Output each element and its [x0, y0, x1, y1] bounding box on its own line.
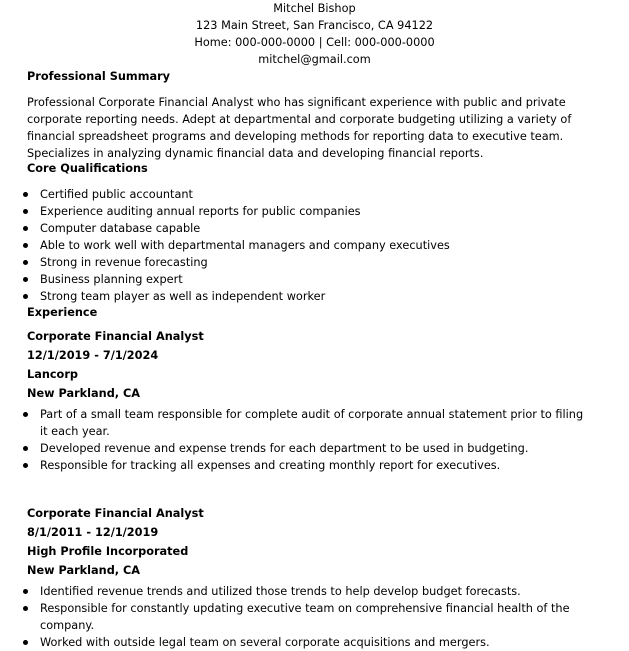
resume-email: mitchel@gmail.com: [258, 53, 371, 66]
resume-address: 123 Main Street, San Francisco, CA 94122: [195, 19, 434, 32]
job-location: New Parkland, CA: [27, 387, 141, 400]
qualification-item: Certified public accountant: [0, 186, 592, 203]
job-location: New Parkland, CA: [27, 564, 141, 577]
job-bullet: Responsible for constantly updating executive team on comprehensive financial health of the company.: [0, 600, 592, 634]
experience-heading: Experience: [27, 306, 98, 319]
job-bullet: Developed revenue and expense trends for each department to be used in budgeting.: [0, 440, 592, 457]
job-bullet: Part of a small team responsible for complete audit of corporate annual statement prior to filing it each year.: [0, 406, 592, 440]
qualification-item: Business planning expert: [0, 271, 592, 288]
job-title: Corporate Financial Analyst: [27, 330, 204, 343]
resume-name: Mitchel Bishop: [273, 2, 356, 15]
qualification-item: Able to work well with departmental managers and company executives: [0, 237, 592, 254]
qualification-item: Strong team player as well as independent worker: [0, 288, 592, 305]
job-dates: 8/1/2011 - 12/1/2019: [27, 526, 159, 539]
resume-phones: Home: 000-000-0000 | Cell: 000-000-0000: [194, 36, 435, 49]
qualification-item: Strong in revenue forecasting: [0, 254, 592, 271]
job-company: High Profile Incorporated: [27, 545, 189, 558]
job-company: Lancorp: [27, 368, 78, 381]
job-bullet: Worked with outside legal team on several corporate acquisitions and mergers.: [0, 634, 592, 651]
job-title: Corporate Financial Analyst: [27, 507, 204, 520]
job-dates: 12/1/2019 - 7/1/2024: [27, 349, 159, 362]
qualifications-list: [0, 186, 592, 305]
job-bullet: Responsible for tracking all expenses and creating monthly report for executives.: [0, 457, 592, 474]
qualification-item: Computer database capable: [0, 220, 592, 237]
job-bullets: [0, 406, 592, 474]
job-bullets: [0, 583, 592, 651]
summary-heading: Professional Summary: [27, 70, 171, 83]
job-bullet: Identified revenue trends and utilized those trends to help develop budget forecasts.: [0, 583, 592, 600]
qualification-item: Experience auditing annual reports for public companies: [0, 203, 592, 220]
qualifications-heading: Core Qualifications: [27, 162, 148, 175]
summary-text: Professional Corporate Financial Analyst who has significant experience with public and private corporate reporting needs. Adept at departmental and corporate budgeting utilizing a variety of financial spreadsheet programs and developing methods for reporting data to executive team. Specializes in analyzing dynamic financial data and developing financial reports.: [27, 96, 572, 160]
